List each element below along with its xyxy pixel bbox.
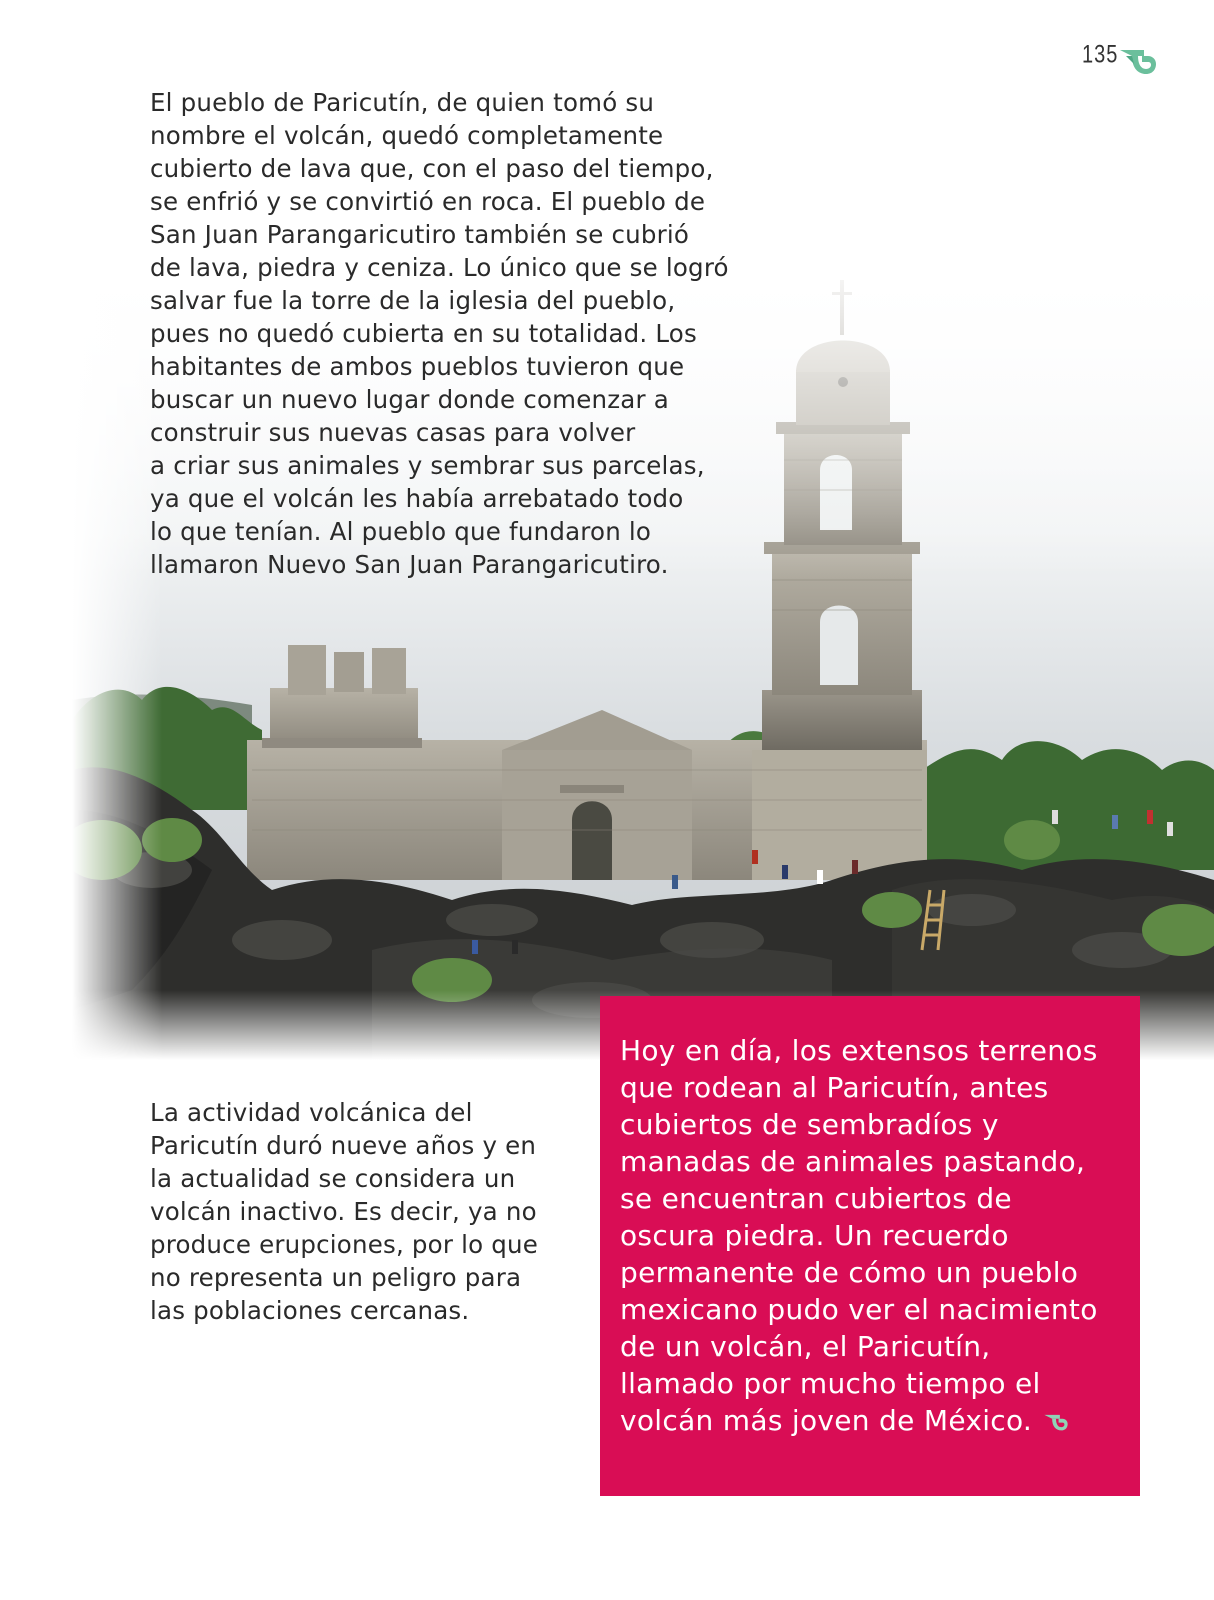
intro-line: llamaron Nuevo San Juan Parangaricutiro.: [150, 550, 669, 579]
intro-line: a criar sus animales y sembrar sus parcelas,: [150, 451, 705, 480]
activity-line: la actualidad se considera un: [150, 1164, 516, 1193]
intro-line: salvar fue la torre de la iglesia del pueblo,: [150, 286, 676, 315]
callout-line: de un volcán, el Paricutín,: [620, 1330, 991, 1363]
intro-line: construir sus nuevas casas para volver: [150, 418, 636, 447]
intro-line: El pueblo de Paricutín, de quien tomó su: [150, 88, 655, 117]
intro-line: nombre el volcán, quedó completamente: [150, 121, 664, 150]
callout-line: manadas de animales pastando,: [620, 1145, 1086, 1178]
intro-line: lo que tenían. Al pueblo que fundaron lo: [150, 517, 652, 546]
callout-line: Hoy en día, los extensos terrenos: [620, 1034, 1098, 1067]
intro-line: ya que el volcán les había arrebatado todo: [150, 484, 684, 513]
activity-line: no representa un peligro para: [150, 1263, 522, 1292]
activity-line: La actividad volcánica del: [150, 1098, 473, 1127]
callout-box: [600, 996, 1140, 1496]
callout-line: volcán más joven de México.: [620, 1404, 1033, 1437]
callout-line: cubiertos de sembradíos y: [620, 1108, 999, 1141]
activity-paragraph: [150, 1096, 570, 1327]
callout-line-last: [620, 1402, 1130, 1439]
tlaloc-glyph-icon: [1042, 1411, 1070, 1433]
callout-line: que rodean al Paricutín, antes: [620, 1071, 1049, 1104]
intro-line: San Juan Parangaricutiro también se cubrió: [150, 220, 690, 249]
intro-paragraph: [150, 86, 750, 581]
intro-line: de lava, piedra y ceniza. Lo único que se logró: [150, 253, 729, 282]
activity-line: las poblaciones cercanas.: [150, 1296, 470, 1325]
callout-line: permanente de cómo un pueblo: [620, 1256, 1079, 1289]
intro-line: habitantes de ambos pueblos tuvieron que: [150, 352, 685, 381]
intro-line: buscar un nuevo lugar donde comenzar a: [150, 385, 669, 414]
callout-text: [620, 1032, 1130, 1439]
intro-line: se enfrió y se convirtió en roca. El pueblo de: [150, 187, 706, 216]
intro-line: cubierto de lava que, con el paso del tiempo,: [150, 154, 714, 183]
callout-line: se encuentran cubiertos de: [620, 1182, 1012, 1215]
activity-line: volcán inactivo. Es decir, ya no: [150, 1197, 537, 1226]
tlaloc-glyph-icon: [1118, 44, 1158, 78]
activity-line: produce erupciones, por lo que: [150, 1230, 539, 1259]
callout-line: oscura piedra. Un recuerdo: [620, 1219, 1009, 1252]
page-number: 135: [1082, 41, 1119, 69]
intro-line: pues no quedó cubierta en su totalidad. Los: [150, 319, 697, 348]
callout-line: mexicano pudo ver el nacimiento: [620, 1293, 1098, 1326]
activity-line: Paricutín duró nueve años y en: [150, 1131, 537, 1160]
callout-line: llamado por mucho tiempo el: [620, 1367, 1041, 1400]
